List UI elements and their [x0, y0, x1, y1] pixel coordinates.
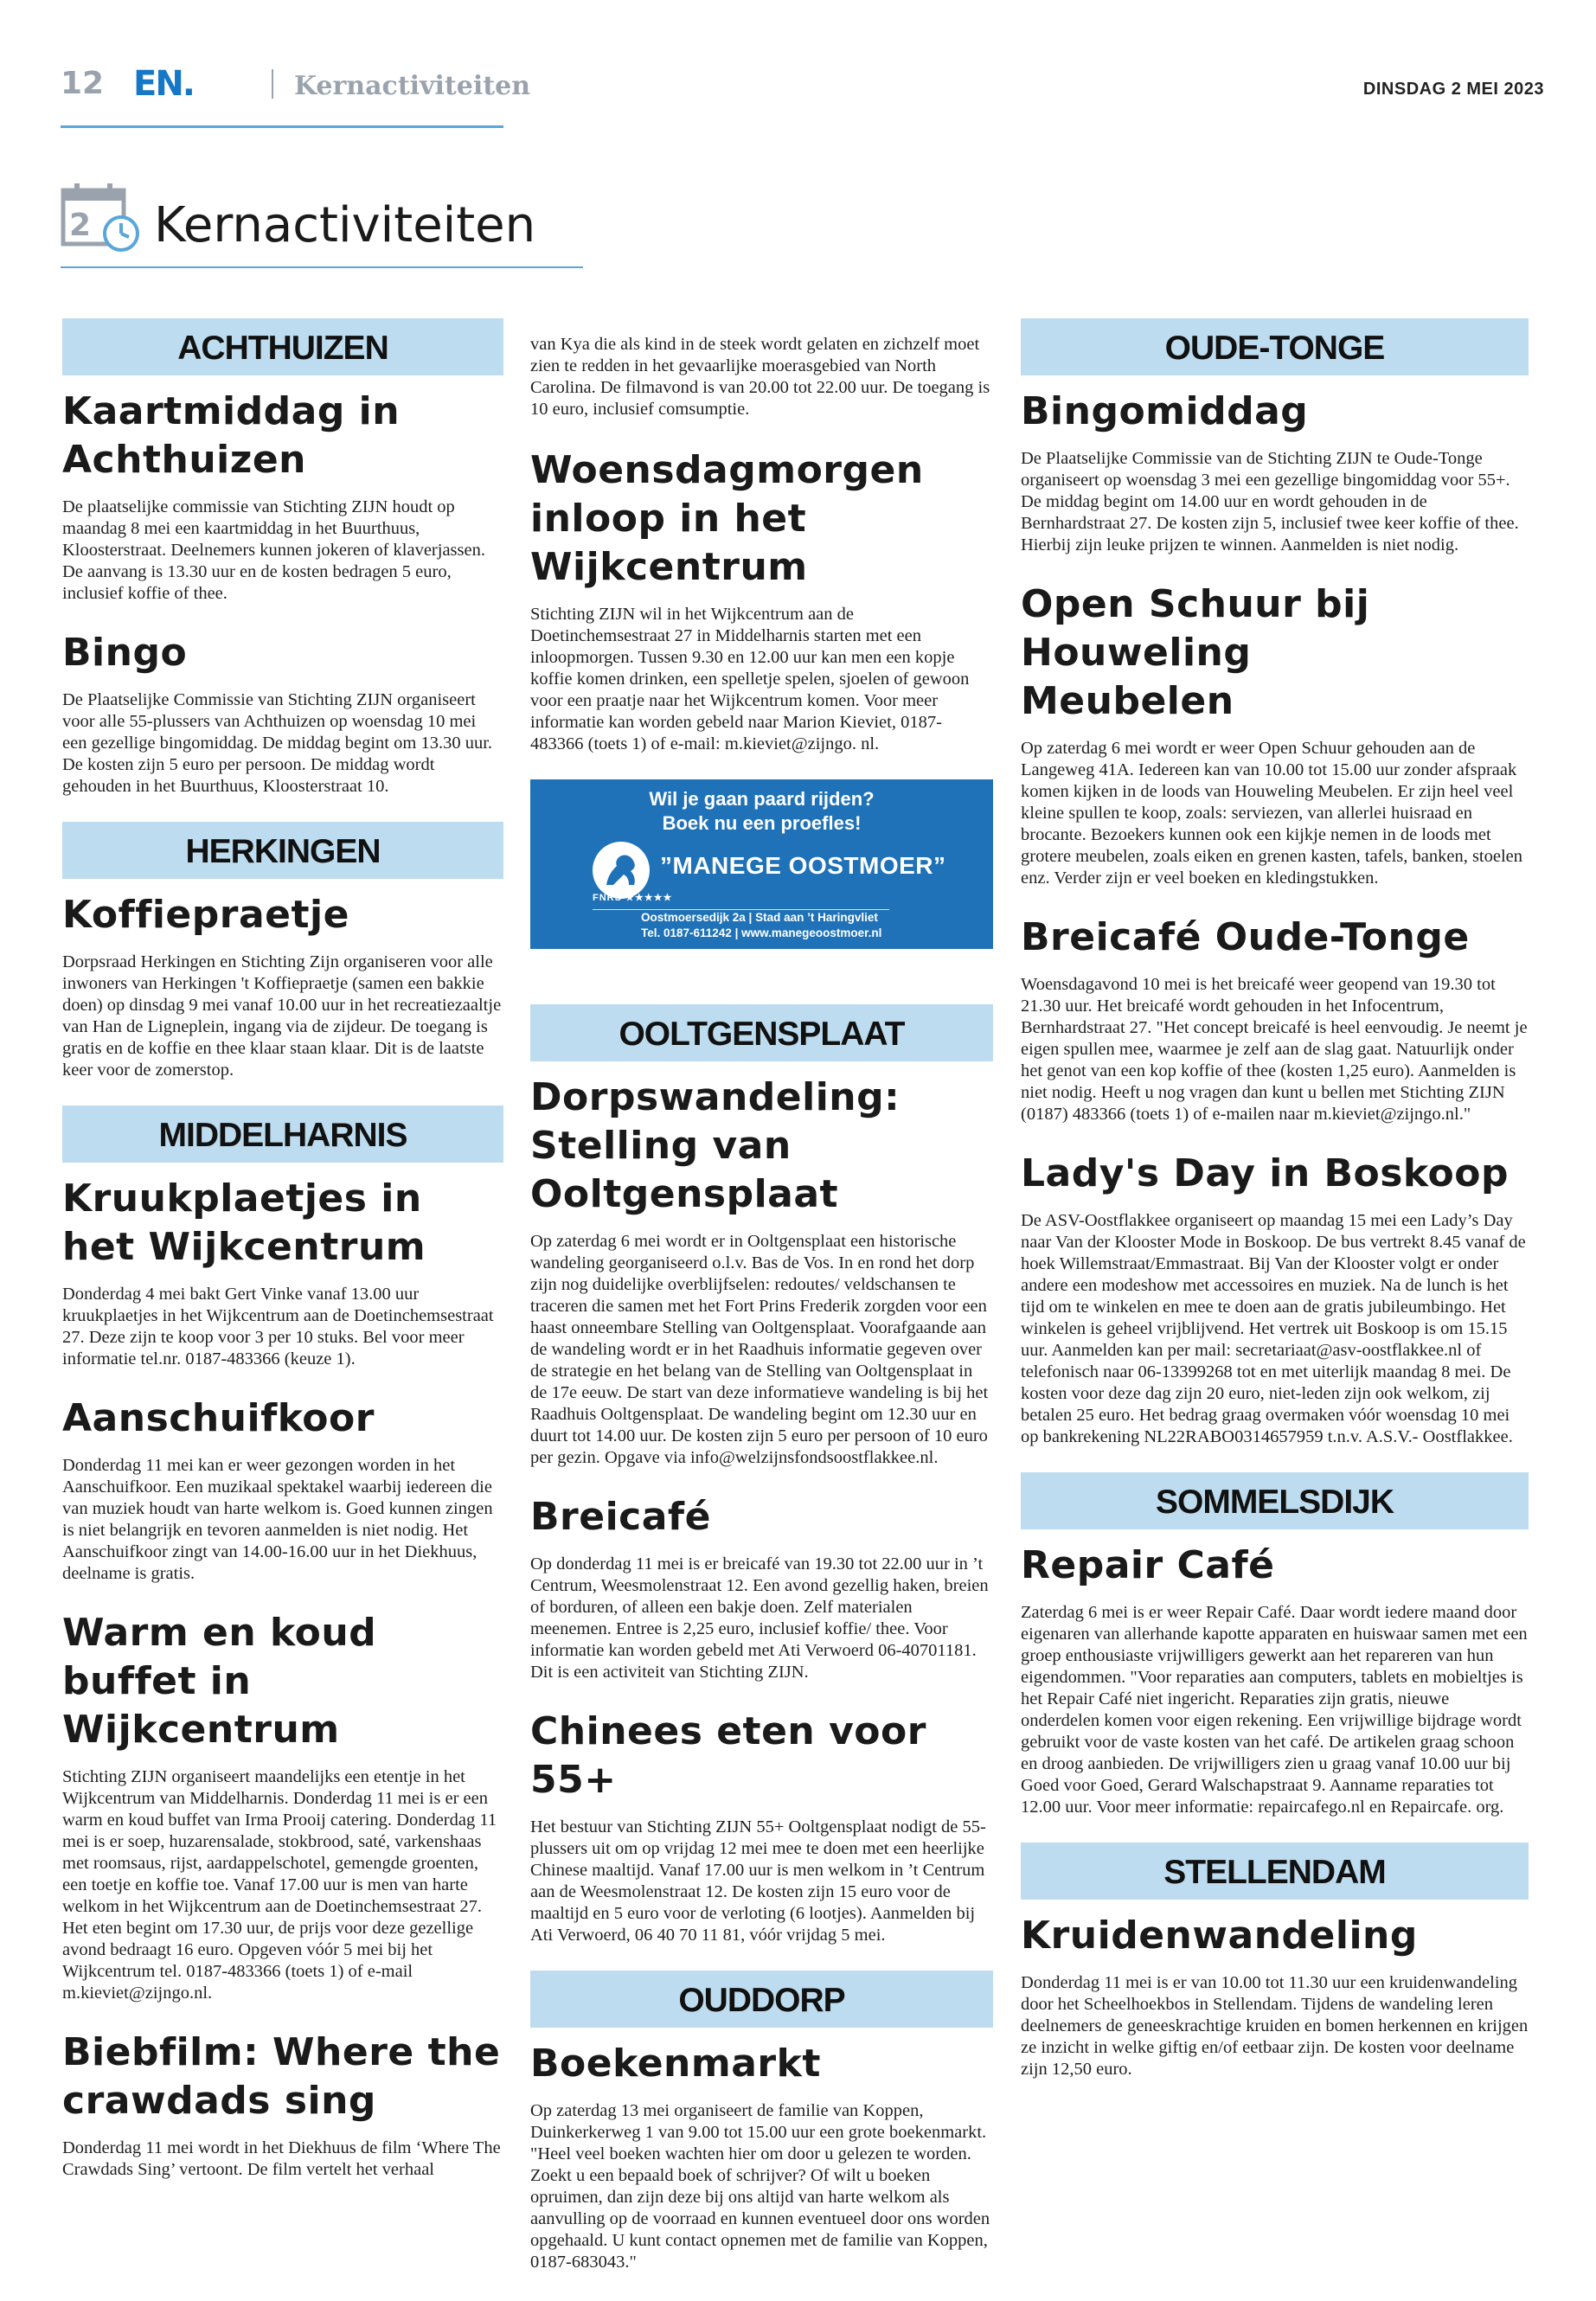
- column-2: [530, 334, 993, 2298]
- ad-headline: Wil je gaan paard rijden?: [649, 788, 875, 810]
- article-title: Bingomiddag: [1021, 389, 1309, 433]
- page-number: 12: [61, 66, 105, 101]
- ad-subheadline: Boek nu een proefles!: [662, 812, 862, 834]
- article-body: Donderdag 11 mei wordt in het Diekhuus de film ‘Where The Crawdads Sing’ vertoont. De film vertelt het verhaal: [62, 2138, 501, 2179]
- article-title: Repair Café: [1021, 1543, 1275, 1587]
- region-band-oude-tonge: [1021, 318, 1529, 375]
- region-band-label: ACHTHUIZEN: [62, 318, 503, 375]
- region-band-ooltgensplaat: [530, 1004, 993, 1061]
- region-band-herkingen: [62, 822, 503, 879]
- advertisement-manege-oostmoer[interactable]: [530, 779, 993, 949]
- article-body: Op zaterdag 6 mei wordt er weer Open Schuur gehouden aan de Langeweg 41A. Iedereen kan van 10.00 tot 15.00 uur zonder afspraak komen kijken in de loods van Houweling Meubelen. Er zijn heel veel kleine spullen te koop, zoals: serviezen, van allerlei huisraad en brocante. Bezoekers kunnen ook een kijkje nemen in de loods met grotere meubelen, zoals eiken en grenen kasten, tafels, banken, stoelen enz. Verder zijn er veel boeken en kledingstukken.: [1021, 739, 1523, 888]
- article-title: Breicafé: [530, 1495, 711, 1539]
- column-1: [62, 318, 503, 2205]
- calendar-icon-digit: 2: [69, 208, 92, 243]
- region-band-label: SOMMELSDIJK: [1021, 1472, 1529, 1529]
- page-title: Kernactiviteiten: [154, 197, 536, 253]
- article-title: Aanschuifkoor: [62, 1396, 375, 1440]
- article-body: Op zaterdag 13 mei organiseert de familie van Koppen, Duinkerkerweg 1 van 9.00 tot 15.00 uur een grote boekenmarkt. "Heel veel boeken wachten hier om door u gelezen te worden. Zoekt u een bepaald boek of schrijver? Of wilt u boeken opruimen, dan zijn deze bij ons altijd van harte welkom als aanvulling op de voorraad en kunnen eventueel door ons worden opgehaald. U kunt contact opnemen met de familie van Koppen, 0187-683043.": [530, 2101, 990, 2272]
- article-body: Stichting ZIJN organiseert maandelijks een etentje in het Wijkcentrum van Middelharnis. Donderdag 11 mei is er een warm en koud buffet van Irma Prooij catering. Donderdag 11 mei is er soep, huzarensalade, stokbrood, saté, varkenshaas met roomsaus, rijst, aardappelschotel, gemengde groenten, een toetje en koffie toe. Vanaf 17.00 uur is men van harte welkom in het Wijkcentrum aan de Doetinchemsestraat 27. Het eten begint om 17.30 uur, de prijs voor deze gezellige avond bedraagt 16 euro. Opgeven vóór 5 mei bij het Wijkcentrum tel. 0187-483366 (toets 1) of e-mail m.kieviet@zijngo.nl.: [62, 1767, 497, 2003]
- issue-date: DINSDAG 2 MEI 2023: [1362, 80, 1544, 99]
- region-band-label: OUDDORP: [530, 1971, 993, 2028]
- article-title: Bingo: [62, 631, 188, 675]
- article-body: Zaterdag 6 mei is er weer Repair Café. Daar wordt iedere maand door eigenaren van allerhande kapotte apparaten en huiswaar samen met een groep enthousiaste vrijwilligers gewerkt aan het repareren van hun eigendommen. "Voor reparaties aan computers, tablets en mobieltjes is het Repair Café niet ingericht. Reparaties zijn gratis, nieuwe onderdelen komen voor eigen rekening. Een vrijwillige bijdrage wordt gebruikt voor de vaste kosten van het café. De artikelen graag schoon en droog aanbieden. De vrijwilligers zien u graag vanaf 10.00 uur bij Goed voor Goed, Gerard Walschapstraat 9. Aanname reparaties tot 12.00 uur. Voor meer informatie: repaircafego.nl en Repaircafe. org.: [1021, 1603, 1528, 1817]
- article-title: Koffiepraetje: [62, 893, 349, 937]
- article-title: Boekenmarkt: [530, 2041, 821, 2086]
- ad-brand-name: ”MANEGE OOSTMOER”: [660, 852, 946, 879]
- article-title: Open Schuur bij Houweling Meubelen: [1021, 582, 1370, 723]
- ad-rating-stars: FNRS ★★★★★: [593, 893, 673, 903]
- article-title: Chinees eten voor 55+: [530, 1709, 926, 1802]
- article-title: Woensdagmorgen inloop in het Wijkcentrum: [530, 448, 924, 589]
- page-header: [61, 61, 1544, 112]
- article-title: Warm en koud buffet in Wijkcentrum: [62, 1611, 377, 1752]
- article-title: Biebfilm: Where the crawdads sing: [62, 2030, 501, 2123]
- article-title: Kruidenwandeling: [1021, 1913, 1418, 1958]
- region-band-label: HERKINGEN: [62, 822, 503, 879]
- article-title: Kaartmiddag in Achthuizen: [62, 389, 401, 482]
- article-body: Dorpsraad Herkingen en Stichting Zijn organiseren voor alle inwoners van Herkingen 't Koffiepraetje (samen een bakkie doen) op dinsdag 9 mei vanaf 10.00 uur in het recreatiezaaltje van Han de Ligneplein, ingang via de zijdeur. De toegang is gratis en de koffie en thee klaar staan klaar. Dit is de laatste keer voor de zomerstop.: [62, 952, 502, 1080]
- region-band-middelharnis: [62, 1106, 503, 1163]
- brand-logo: EN.: [133, 64, 194, 104]
- region-band-label: MIDDELHARNIS: [62, 1106, 503, 1163]
- header-rule: [61, 125, 503, 128]
- article-title: Dorpswandeling: Stelling van Ooltgensplaat: [530, 1075, 901, 1216]
- article-body: Donderdag 11 mei is er van 10.00 tot 11.30 uur een kruidenwandeling door het Scheelhoekbos in Stellendam. Tijdens de wandeling leren deelnemers de geneeskrachtige kruiden en bomen herkennen en krijgen ze inzicht in welke giftig en/of eetbaar zijn. De kosten voor deelname zijn 12,50 euro.: [1021, 1973, 1529, 2079]
- region-band-ouddorp: [530, 1971, 993, 2028]
- region-band-sommelsdijk: [1021, 1472, 1529, 1529]
- article-body-continued: van Kya die als kind in de steek wordt gelaten en zichzelf moet zien te redden in het gevaarlijke moerasgebied van North Carolina. De filmavond is van 20.00 tot 22.00 uur. De toegang is 10 euro, inclusief comsumptie.: [530, 335, 990, 419]
- title-rule: [61, 266, 583, 268]
- ad-address: Oostmoersedijk 2a | Stad aan ’t Haringvliet: [641, 911, 878, 924]
- region-band-stellendam: [1021, 1843, 1529, 1900]
- region-band-achthuizen: [62, 318, 503, 375]
- article-body: Op zaterdag 6 mei wordt er in Ooltgensplaat een historische wandeling georganiseerd o.l.v. Bas de Vos. In en rond het dorp zijn nog duidelijke overblijfselen: redoutes/ veldschansen te traceren die samen met het Fort Prins Frederik zorgden voor een haast onneembare Stelling van Ooltgensplaat. Voorafgaande aan de wandeling wordt er in het Raadhuis informatie gegeven over de strategie en het belang van de Stelling van Ooltgensplaat in de 17e eeuw. De start van deze informatieve wandeling is bij het Raadhuis Ooltgensplaat. De wandeling begint om 12.30 uur en duurt tot 14.00 uur. De kosten zijn 5 euro per persoon of 10 euro per gezin. Opgave via info@welzijnsfondsoostflakkee.nl.: [530, 1232, 989, 1467]
- article-body: De Plaatselijke Commissie van de Stichting ZIJN te Oude-Tonge organiseert op woensdag 3 mei een gezellige bingomiddag voor 55+. De middag begint om 14.00 uur en wordt gehouden in de Bernhardstraat 27. De kosten zijn 5, inclusief twee keer koffie of thee. Hierbij zijn leuke prijzen te winnen. Aanmelden is niet nodig.: [1021, 449, 1519, 554]
- article-body: Het bestuur van Stichting ZIJN 55+ Ooltgensplaat nodigt de 55-plussers uit om op vrijdag 12 mei mee te doen met een heerlijke Chinese maaltijd. Vanaf 17.00 uur is men welkom in ’t Centrum aan de Weesmolenstraat 12. De kosten zijn 15 euro voor de maaltijd en 5 euro voor de verloting (6 lootjes). Aanmelden bij Ati Verwoerd, 06 40 70 11 81, vóór vrijdag 5 mei.: [530, 1817, 986, 1945]
- header-divider: [272, 69, 273, 99]
- article-body: De plaatselijke commissie van Stichting ZIJN houdt op maandag 8 mei een kaartmiddag in het Buurthuus, Kloosterstraat. Deelnemers kunnen jokeren of klaverjassen. De aanvang is 13.30 uur en de kosten bedragen 5 euro, inclusief koffie of thee.: [62, 497, 485, 603]
- ad-divider: [593, 909, 889, 910]
- article-body: Stichting ZIJN wil in het Wijkcentrum aan de Doetinchemsestraat 27 in Middelharnis starten met een inloopmorgen. Tussen 9.30 en 12.00 uur kan men een kopje koffie komen drinken, een spelletje spelen, sjoelen of gewoon voor een praatje naar het Wijkcentrum komen. Voor meer informatie kan worden gebeld naar Marion Kieviet, 0187-483366 (toets 1) of e-mail: m.kieviet@zijngo. nl.: [530, 605, 970, 753]
- article-body: De ASV-Oostflakkee organiseert op maandag 15 mei een Lady’s Day naar Van der Klooster Mode in Boskoop. De bus vertrekt 8.45 vanaf de hoek Willemstraat/Emmastraat. Bij Van der Klooster volgt er onder andere een modeshow met accessoires en muziek. Na de lunch is het tijd om te winkelen en mee te doen aan de gratis jubileumbingo. Het winkelen is geheel vrijblijvend. Het vertrek uit Boskoop is om 15.15 uur. Aanmelden kan per mail: secretariaat@asv-oostflakkee.nl of telefonisch naar 06-13399268 tot en met uiterlijk maandag 8 mei. De kosten voor deze dag zijn 20 euro, niet-leden zijn ook welkom, zij betalen 25 euro. Het bedrag graag overmaken vóór woensdag 10 mei op bankrekening NL22RABO0314657959 t.n.v. A.S.V.- Oostflakkee.: [1021, 1211, 1526, 1446]
- column-3: [1021, 318, 1529, 2105]
- article-body: Op donderdag 11 mei is er breicafé van 19.30 tot 22.00 uur in ’t Centrum, Weesmolenstraat 12. Een avond gezellig haken, breien of borduren, of alleen een bakje doen. Zelf materialen meenemen. Entree is 2,25 euro, inclusief koffie/ thee. Voor informatie kan worden gebeld met Ati Verwoerd 06-40701181. Dit is een activiteit van Stichting ZIJN.: [530, 1554, 989, 1682]
- article-body: Woensdagavond 10 mei is het breicafé weer geopend van 19.30 tot 21.30 uur. Het breicafé wordt gehouden in het Infocentrum, Bernhardstraat 27. "Het concept breicafé is heel eenvoudig. Je neemt je eigen spullen mee, waarmee je zelf aan de slag gaat. Natuurlijk onder het genot van een kop koffie of thee (kosten 1,25 euro). Aanmelden is niet nodig. Heeft u nog vragen dan kunt u bellen met Stichting ZIJN (0187) 483366 (toets 1) of e-mailen naar m.kieviet@zijngo.nl.": [1021, 975, 1528, 1124]
- calendar-clock-icon: [61, 182, 140, 253]
- region-band-label: OOLTGENSPLAAT: [530, 1004, 993, 1061]
- region-band-label: STELLENDAM: [1021, 1843, 1529, 1900]
- article-title: Breicafé Oude-Tonge: [1021, 915, 1470, 959]
- article-title: Kruukplaetjes in het Wijkcentrum: [62, 1176, 426, 1269]
- article-body: De Plaatselijke Commissie van Stichting ZIJN organiseert voor alle 55-plussers van Achthuizen op woensdag 10 mei een gezellige bingomiddag. De middag begint om 13.30 uur. De kosten zijn 5 euro per persoon. De middag wordt gehouden in het Buurthuus, Kloosterstraat 10.: [62, 690, 493, 796]
- article-body: Donderdag 4 mei bakt Gert Vinke vanaf 13.00 uur kruukplaetjes in het Wijkcentrum aan de Doetinchemsestraat 27. Deze zijn te koop voor 3 per 10 stuks. Bel voor meer informatie tel.nr. 0187-483366 (keuze 1).: [62, 1285, 494, 1368]
- article-body: Donderdag 11 mei kan er weer gezongen worden in het Aanschuifkoor. Een muzikaal spektakel waarbij iedereen die van muziek houdt van harte welkom is. Goed kunnen zingen is niet belangrijk en tevoren aanmelden is niet nodig. Het Aanschuifkoor zingt van 14.00-16.00 uur in het Diekhuus, deelname is gratis.: [62, 1456, 493, 1583]
- header-section-label: Kernactiviteiten: [294, 71, 531, 101]
- ad-contact: Tel. 0187-611242 | www.manegeoostmoer.nl: [641, 926, 882, 939]
- article-title: Lady's Day in Boskoop: [1021, 1151, 1509, 1195]
- region-band-label: OUDE-TONGE: [1021, 318, 1529, 375]
